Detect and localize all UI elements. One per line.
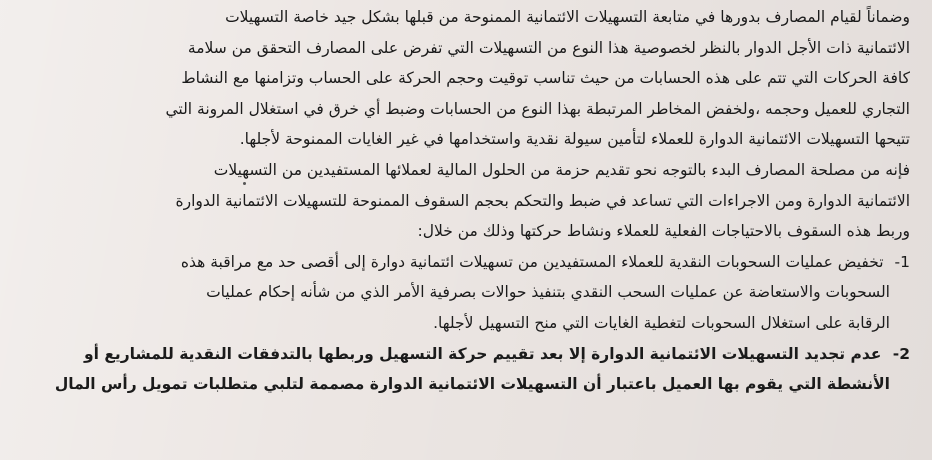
list-item-1-line-3: الرقابة على استغلال السحوبات لتغطية الغايات التي منح التسهيل لأجلها. (433, 313, 890, 332)
list-item-1-text-1: تخفيض عمليات السحوبات النقدية للعملاء المستفيدين من تسهيلات ائتمانية دوارة إلى أقصى حد مع مراقبة هذه (180, 252, 884, 271)
paragraph-1-line-2: الائتمانية ذات الأجل الدوار بالنظر لخصوصية هذا النوع من التسهيلات التي تفرض على المصارف التحقق من سلامة (187, 38, 910, 57)
paragraph-1-line-3: كافة الحركات التي تتم على هذه الحسابات من حيث تناسب توقيت وحجم الحركة على الحساب وتزامنها مع النشاط (181, 69, 910, 88)
list-item-1-number: 1- (894, 252, 910, 271)
paragraph-2-line-1: فإنه من مصلحة المصارف البدء بالتوجه نحو تقديم حزمة من الحلول المالية لعملائها المستفيدين من التسهيلات (213, 160, 910, 179)
paragraph-1-line-4: التجاري للعميل وحجمه ،ولخفض المخاطر المرتبطة بهذا النوع من الحسابات وضبط أي خرق في استغلال المرونة التي (165, 99, 910, 118)
list-item-2-text-1: عدم تجديد التسهيلات الائتمانية الدوارة إلا بعد تقييم حركة التسهيل وربطها بالتدفقات النقدية للمشاريع أو (84, 344, 882, 363)
list-item-1-line-1 (20, 247, 910, 278)
document-body (20, 2, 910, 400)
list-item-2-line-1 (20, 339, 910, 370)
list-item-1-line-2: السحوبات والاستعاضة عن عمليات السحب النقدي بتنفيذ حوالات بصرفية الأمر الذي من شأنه إحكام عمليات (206, 283, 890, 302)
list-item-2-line-2: الأنشطة التي يقوم بها العميل باعتبار أن التسهيلات الائتمانية الدوارة مصممة لتلبي متطلبات تمويل رأس المال (54, 375, 890, 394)
paragraph-1-line-1: وضماناً لقيام المصارف بدورها في متابعة التسهيلات الائتمانية الممنوحة من قبلها بشكل جيد خاصة التسهيلات (225, 8, 910, 26)
paragraph-2-line-2: الائتمانية الدوارة ومن الاجراءات التي تساعد في ضبط والتحكم بحجم السقوف الممنوحة للتسهيلات الائتمانية الدوارة (175, 191, 910, 210)
paragraph-1-line-5: تتيحها التسهيلات الائتمانية الدوارة للعملاء لتأمين سيولة نقدية واستخدامها في غير الغايات الممنوحة لأجلها. (239, 130, 910, 149)
paragraph-2-line-3: وربط هذه السقوف بالاحتياجات الفعلية للعملاء ونشاط حركتها وذلك من خلال: (417, 222, 910, 241)
list-item-2-number: 2- (892, 344, 910, 363)
